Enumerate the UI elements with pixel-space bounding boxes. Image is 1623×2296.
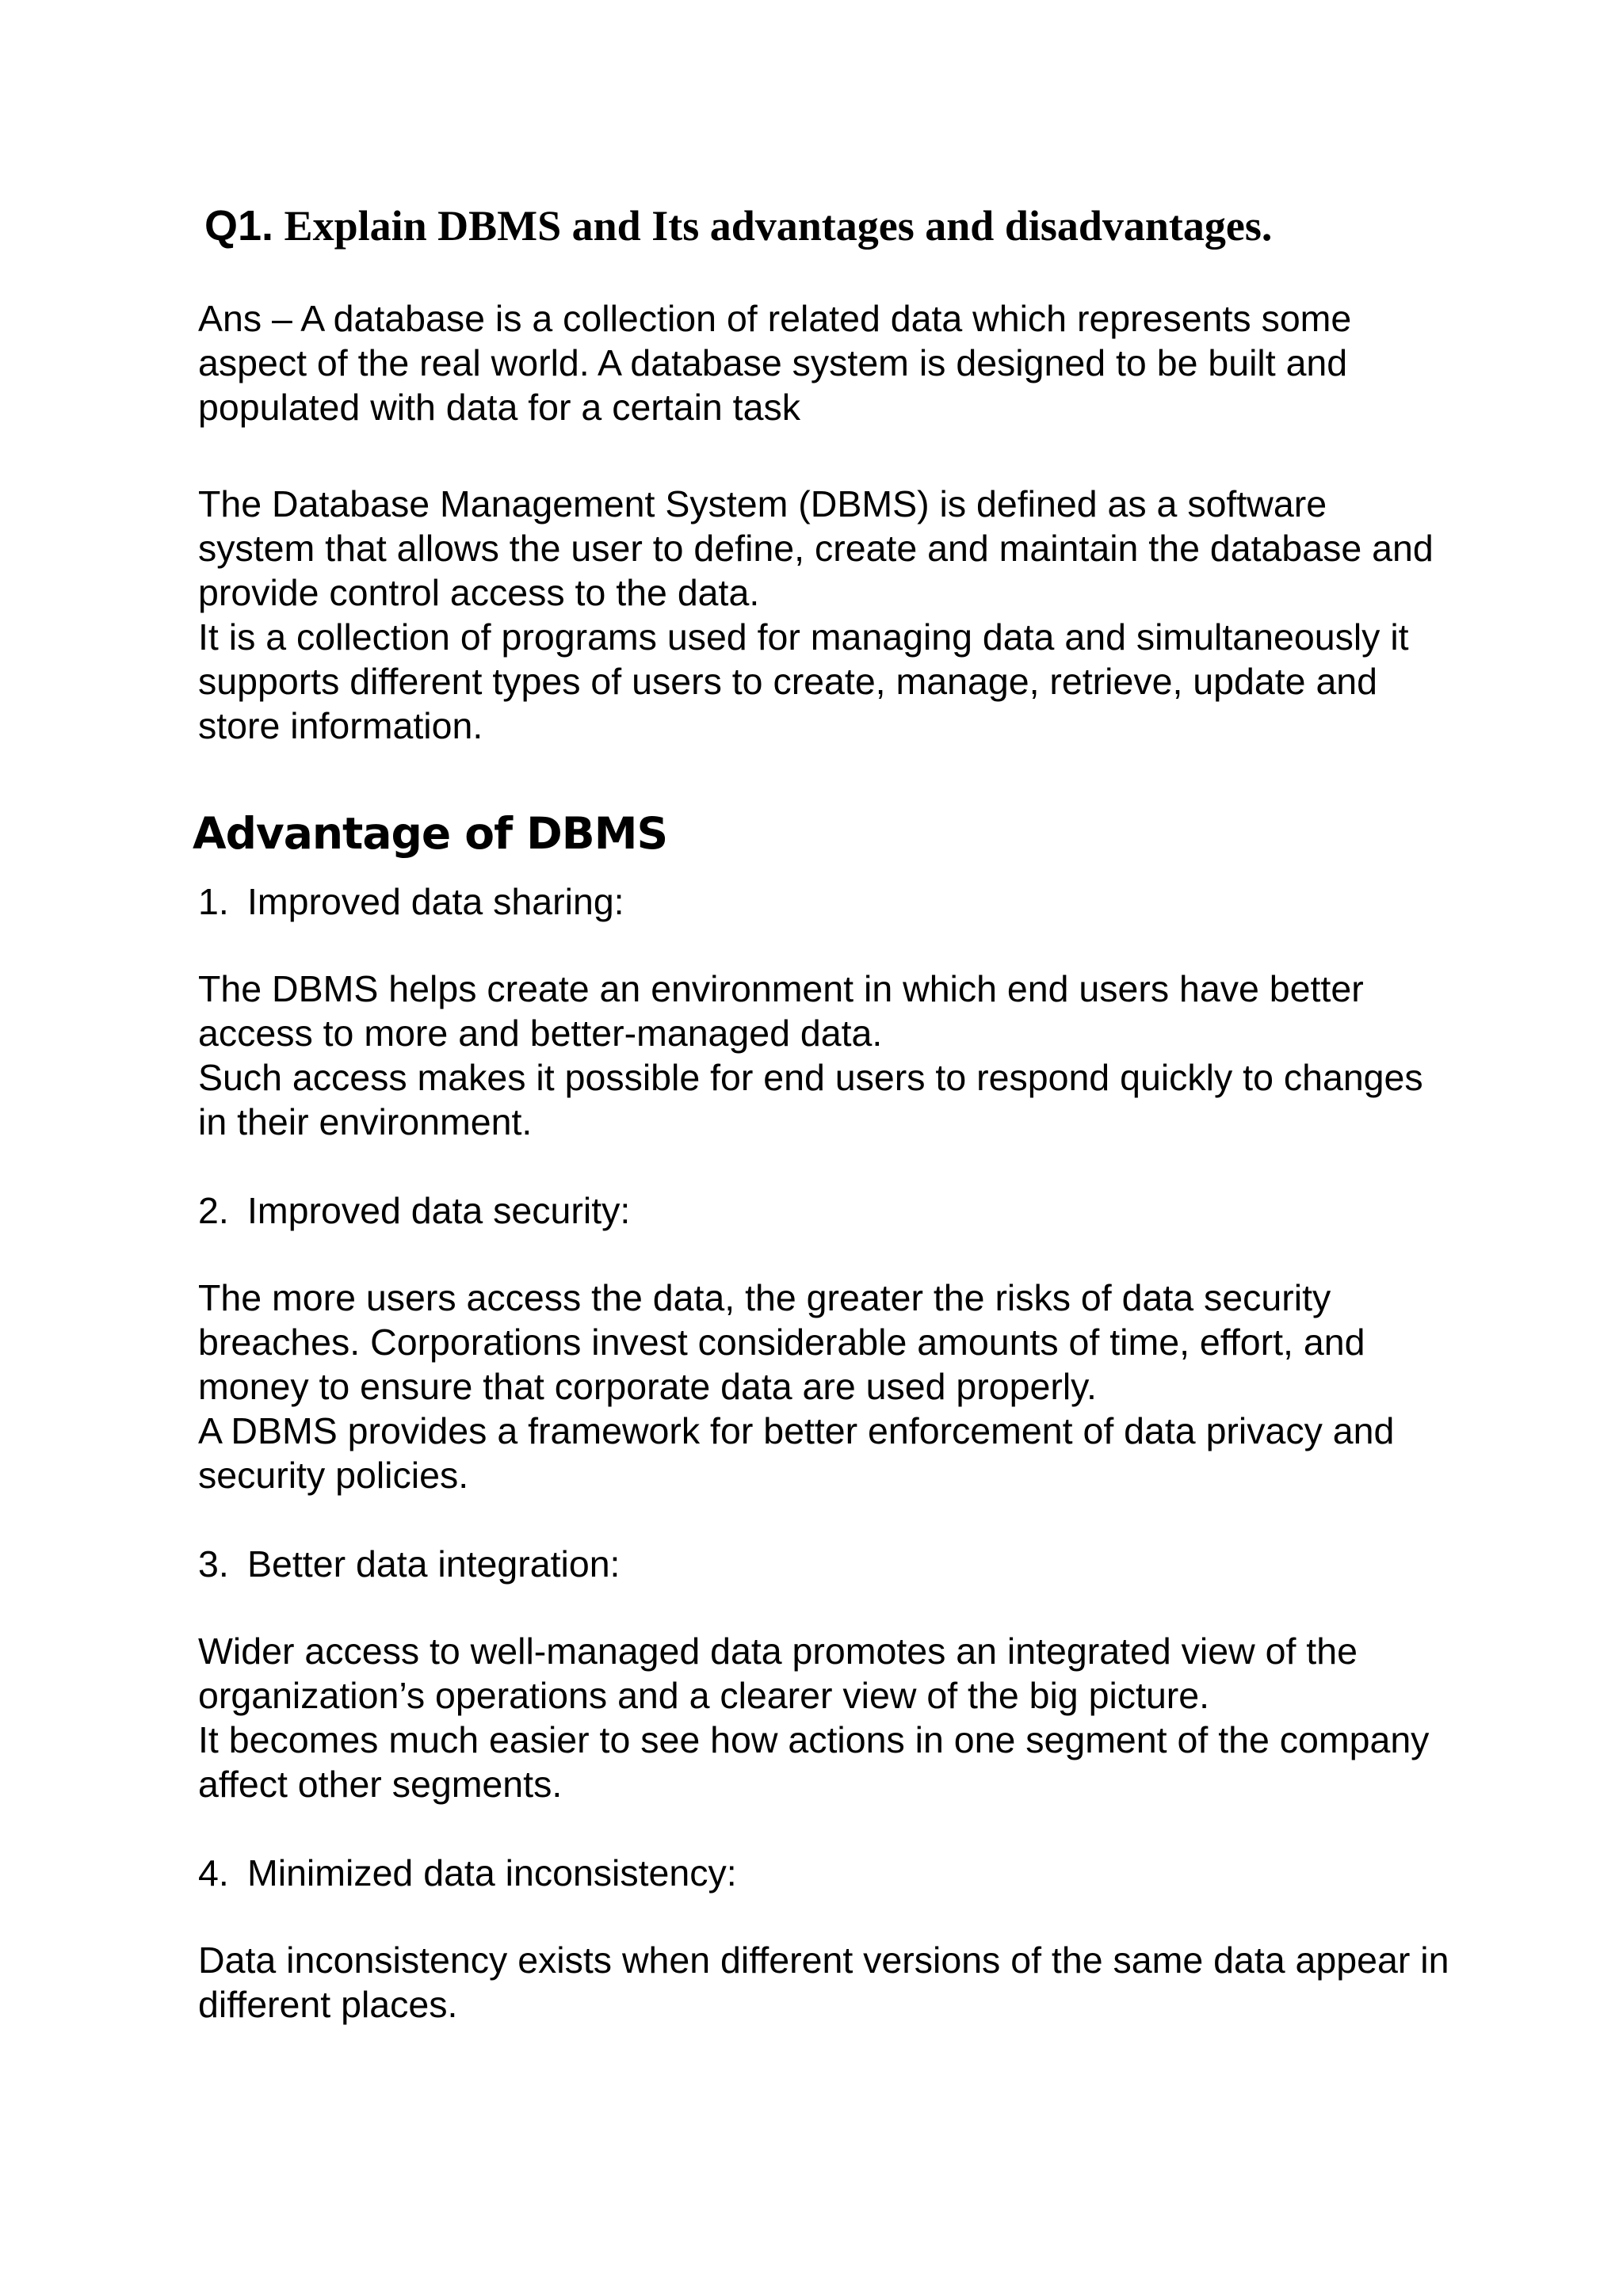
text-line: Such access makes it possible for end users to respond quickly to changes: [198, 1057, 1423, 1098]
text-line: system that allows the user to define, create and maintain the database and: [198, 528, 1434, 569]
text-line: Wider access to well-managed data promotes an integrated view of the: [198, 1630, 1358, 1672]
list-item-heading: [198, 1851, 737, 1895]
list-item-heading: [198, 879, 624, 924]
text-line: supports different types of users to create, manage, retrieve, update and: [198, 661, 1378, 702]
text-line: It becomes much easier to see how actions in one segment of the company: [198, 1719, 1430, 1760]
text-line: in their environment.: [198, 1101, 533, 1142]
text-line: It is a collection of programs used for managing data and simultaneously it: [198, 616, 1409, 658]
list-item-body: [198, 1938, 1561, 2027]
answer-intro-paragraph: [198, 296, 1561, 429]
text-line: money to ensure that corporate data are used properly.: [198, 1366, 1097, 1407]
text-line: The Database Management System (DBMS) is defined as a software: [198, 483, 1327, 524]
text-line: organization’s operations and a clearer view of the big picture.: [198, 1675, 1210, 1716]
text-line: store information.: [198, 705, 483, 746]
text-line: The more users access the data, the greater the risks of data security: [198, 1277, 1331, 1318]
text-line: aspect of the real world. A database system is designed to be built and: [198, 342, 1348, 383]
advantages-heading: Advantage of DBMS: [193, 808, 668, 859]
list-item-title: Minimized data inconsistency:: [247, 1852, 737, 1894]
text-line: The DBMS helps create an environment in which end users have better: [198, 968, 1364, 1009]
list-item-number: 1.: [198, 881, 229, 922]
question-text: Explain DBMS and Its advantages and disadvantages.: [284, 202, 1273, 250]
list-item-title: Improved data sharing:: [247, 881, 624, 922]
list-item-number: 2.: [198, 1190, 229, 1231]
list-item-heading: [198, 1188, 630, 1233]
list-item-title: Better data integration:: [247, 1543, 621, 1585]
text-line: affect other segments.: [198, 1764, 563, 1805]
list-item-body: [198, 967, 1561, 1144]
list-item-body: [198, 1276, 1561, 1497]
list-item-body: [198, 1629, 1561, 1806]
list-item-heading: [198, 1542, 620, 1586]
text-line: security policies.: [198, 1455, 469, 1496]
dbms-definition-paragraph: [198, 482, 1561, 748]
question-title: [204, 198, 1591, 254]
text-line: provide control access to the data.: [198, 572, 760, 613]
text-line: breaches. Corporations invest considerable amounts of time, effort, and: [198, 1322, 1365, 1363]
text-line: populated with data for a certain task: [198, 387, 800, 428]
list-item-number: 3.: [198, 1543, 229, 1585]
question-number: Q1.: [204, 202, 274, 250]
text-line: different places.: [198, 1984, 458, 2025]
list-item-number: 4.: [198, 1852, 229, 1894]
text-line: Data inconsistency exists when different versions of the same data appear in: [198, 1939, 1449, 1981]
list-item-title: Improved data security:: [247, 1190, 631, 1231]
text-line: access to more and better-managed data.: [198, 1013, 883, 1054]
text-line: Ans – A database is a collection of related data which represents some: [198, 298, 1352, 339]
text-line: A DBMS provides a framework for better enforcement of data privacy and: [198, 1410, 1395, 1451]
